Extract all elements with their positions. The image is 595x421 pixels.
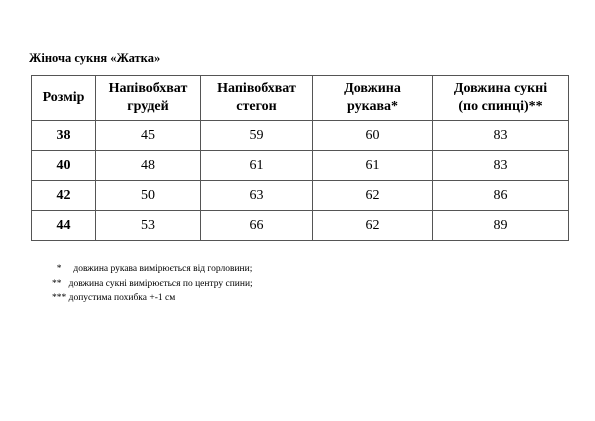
dress-length-cell: 83 (433, 121, 569, 151)
header-dress-length (433, 76, 569, 121)
table-header (32, 76, 569, 121)
bust-cell: 53 (96, 211, 201, 241)
header-sleeve-length (313, 76, 433, 121)
table-row (32, 211, 569, 241)
size-cell: 44 (32, 211, 96, 241)
footnote-dress-length: ** довжина сукні вимірюється по центру спини; (52, 278, 253, 289)
header-hips-line1: Напівобхват (217, 81, 296, 96)
bust-cell: 45 (96, 121, 201, 151)
dress-length-cell: 83 (433, 151, 569, 181)
hips-cell: 59 (201, 121, 313, 151)
dress-length-cell: 89 (433, 211, 569, 241)
hips-cell: 66 (201, 211, 313, 241)
footnote-tolerance: *** допустима похибка +-1 см (52, 293, 176, 303)
header-dress-line1: Довжина сукні (453, 81, 548, 96)
sleeve-cell: 61 (313, 151, 433, 181)
size-cell: 38 (32, 121, 96, 151)
table-row (32, 121, 569, 151)
header-sleeve-line2: рукава* (346, 99, 399, 114)
sleeve-cell: 62 (313, 181, 433, 211)
footnote-sleeve: * довжина рукава вимірюється від горловини; (52, 264, 253, 274)
header-row (32, 76, 569, 121)
bust-cell: 48 (96, 151, 201, 181)
bust-cell: 50 (96, 181, 201, 211)
header-sleeve-line1: Довжина (344, 81, 401, 96)
header-bust-line1: Напівобхват (108, 81, 188, 96)
hips-cell: 63 (201, 181, 313, 211)
header-dress-line2: (по спинці)** (458, 99, 543, 114)
footnotes (52, 262, 253, 306)
size-cell: 42 (32, 181, 96, 211)
header-hips-line2: стегон (236, 99, 277, 114)
dress-length-cell: 86 (433, 181, 569, 211)
hips-cell: 61 (201, 151, 313, 181)
sleeve-cell: 60 (313, 121, 433, 151)
table-row (32, 181, 569, 211)
header-bust (96, 76, 201, 121)
header-size-label: Розмір (42, 90, 85, 105)
header-hips (201, 76, 313, 121)
sleeve-cell: 62 (313, 211, 433, 241)
header-size (32, 76, 96, 121)
document-title: Жіноча сукня «Жатка» (29, 51, 161, 65)
size-chart-table (31, 75, 569, 241)
table-row (32, 151, 569, 181)
size-cell: 40 (32, 151, 96, 181)
header-bust-line2: грудей (127, 99, 169, 114)
table-body (32, 121, 569, 241)
